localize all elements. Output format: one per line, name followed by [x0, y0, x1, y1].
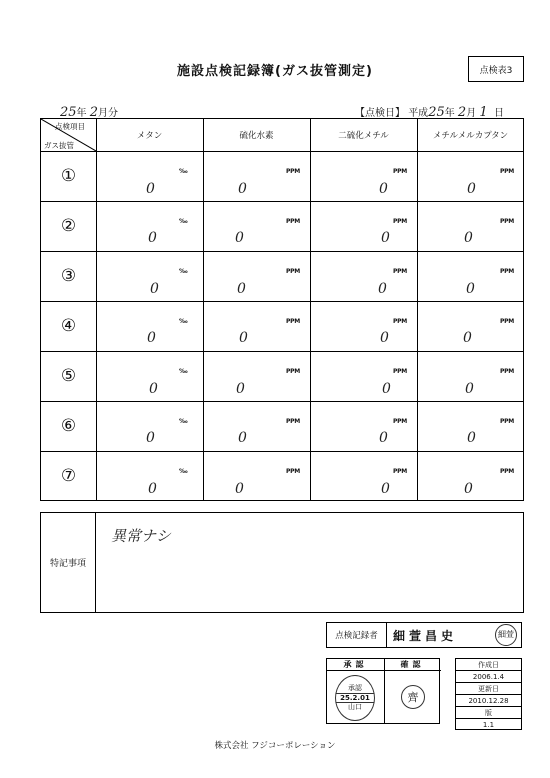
measurement-value: 0 — [235, 230, 244, 246]
measurement-value: 0 — [381, 230, 390, 246]
row-number: ⑤ — [60, 366, 77, 386]
recorder-label: 点検記録者 — [327, 623, 387, 647]
version-number: 1.1 — [482, 720, 495, 729]
unit-label: ‰ — [179, 418, 188, 425]
col-divider — [203, 119, 204, 500]
inspection-year-suffix: 年 — [444, 108, 455, 119]
unit-label: ‰ — [179, 468, 188, 475]
unit-label: PPM — [500, 418, 514, 425]
revision-history-box — [455, 658, 522, 730]
date-stamp-date: 25.2.01 — [336, 693, 374, 704]
measurement-value: 0 — [380, 330, 389, 346]
period-month: 2 — [89, 105, 99, 120]
notes-section — [40, 512, 524, 613]
row-number: ③ — [60, 266, 77, 286]
unit-label: PPM — [286, 418, 300, 425]
measurement-value: 0 — [148, 230, 157, 246]
unit-label: PPM — [500, 468, 514, 475]
unit-label: PPM — [286, 168, 300, 175]
unit-label: PPM — [393, 218, 407, 225]
approval-box — [326, 658, 440, 724]
form-number-box: 点検表3 — [468, 56, 524, 82]
corner-header-pipe: ガス抜管 — [44, 141, 74, 150]
col-divider — [417, 119, 418, 500]
approve-header: 承認 — [327, 659, 384, 671]
inspection-date-label: 【点検日】 — [355, 108, 405, 119]
col-divider — [310, 119, 311, 500]
measurement-value: 0 — [235, 481, 244, 497]
column-header-hydrogen-sulfide: 硫化水素 — [239, 131, 274, 141]
measurement-value: 0 — [464, 481, 473, 497]
updated-date: 2010.12.28 — [456, 695, 521, 707]
measurement-value: 0 — [236, 381, 245, 397]
unit-label: PPM — [286, 218, 300, 225]
unit-label: ‰ — [179, 368, 188, 375]
row-divider — [41, 251, 523, 252]
period-year-suffix: 年 — [76, 108, 87, 119]
measurement-value: 0 — [379, 181, 388, 197]
approval-divider — [384, 659, 385, 723]
version-label: 版 — [456, 707, 521, 719]
row-divider — [41, 451, 523, 452]
unit-label: PPM — [393, 468, 407, 475]
row-number: ⑦ — [60, 466, 77, 486]
inspection-year: 25 — [428, 105, 445, 120]
inspection-day: 1 — [479, 105, 488, 120]
measurement-value: 0 — [466, 281, 475, 297]
recorder-box — [326, 622, 522, 648]
created-label: 作成日 — [456, 659, 521, 671]
row-number: ⑥ — [60, 416, 77, 436]
unit-label: PPM — [500, 318, 514, 325]
recorder-name: 細萱昌史 — [393, 629, 458, 643]
measurement-value: 0 — [382, 381, 391, 397]
row-number: ② — [60, 216, 77, 236]
unit-label: PPM — [500, 268, 514, 275]
date-stamp-top: 承認 — [348, 683, 362, 692]
page-title: 施設点検記録簿(ガス抜管測定) — [177, 64, 373, 79]
unit-label: ‰ — [179, 218, 188, 225]
measurement-value: 0 — [146, 430, 155, 446]
confirm-seal: 齊 — [401, 685, 425, 709]
measurement-value: 0 — [381, 481, 390, 497]
unit-label: ‰ — [179, 318, 188, 325]
inspection-era: 平成 — [408, 108, 429, 119]
unit-label: PPM — [500, 368, 514, 375]
measurement-table — [40, 118, 524, 501]
unit-label: PPM — [393, 318, 407, 325]
created-date: 2006.1.4 — [456, 671, 521, 683]
measurement-value: 0 — [146, 181, 155, 197]
unit-label: PPM — [393, 368, 407, 375]
measurement-value: 0 — [467, 430, 476, 446]
unit-label: PPM — [500, 168, 514, 175]
measurement-value: 0 — [148, 481, 157, 497]
row-divider — [41, 201, 523, 202]
inspection-day-suffix: 日 — [494, 108, 505, 119]
row-number: ④ — [60, 316, 77, 336]
row-number: ① — [60, 166, 77, 186]
measurement-value: 0 — [465, 381, 474, 397]
approval-date-stamp — [335, 675, 375, 721]
date-stamp-bottom: 山口 — [348, 703, 362, 712]
unit-label: PPM — [286, 368, 300, 375]
unit-label: ‰ — [179, 268, 188, 275]
unit-label: ‰ — [179, 168, 188, 175]
unit-label: PPM — [393, 168, 407, 175]
column-header-methyl-mercaptan: メチルメルカプタン — [432, 131, 509, 141]
measurement-value: 0 — [379, 430, 388, 446]
measurement-value: 0 — [238, 181, 247, 197]
measurement-value: 0 — [149, 381, 158, 397]
unit-label: PPM — [286, 268, 300, 275]
header-divider — [41, 151, 523, 152]
row-divider — [41, 301, 523, 302]
period-year: 25 — [60, 105, 77, 120]
period-month-suffix: 月分 — [98, 108, 119, 119]
unit-label: PPM — [393, 418, 407, 425]
notes-label: 特記事項 — [41, 513, 96, 612]
column-header-methane: メタン — [136, 131, 163, 141]
measurement-value: 0 — [147, 330, 156, 346]
measurement-value: 0 — [239, 330, 248, 346]
company-footer: 株式会社 フジコーポレーション — [214, 741, 336, 751]
measurement-value: 0 — [237, 281, 246, 297]
col-divider — [96, 119, 97, 500]
recorder-seal: 細萱 — [495, 624, 517, 646]
unit-label: PPM — [500, 218, 514, 225]
measurement-value: 0 — [378, 281, 387, 297]
unit-label: PPM — [286, 468, 300, 475]
corner-header-items: 点検項目 — [55, 122, 85, 131]
inspection-month-suffix: 月 — [466, 108, 477, 119]
row-divider — [41, 401, 523, 402]
row-divider — [41, 351, 523, 352]
unit-label: PPM — [393, 268, 407, 275]
confirm-header: 確認 — [384, 659, 441, 671]
measurement-value: 0 — [464, 230, 473, 246]
measurement-value: 0 — [150, 281, 159, 297]
unit-label: PPM — [286, 318, 300, 325]
updated-label: 更新日 — [456, 683, 521, 695]
measurement-value: 0 — [467, 181, 476, 197]
notes-text: 異常ナシ — [111, 527, 171, 545]
column-header-dimethyl-disulfide: 二硫化メチル — [338, 131, 389, 141]
measurement-value: 0 — [463, 330, 472, 346]
inspection-month: 2 — [457, 105, 467, 120]
measurement-value: 0 — [238, 430, 247, 446]
